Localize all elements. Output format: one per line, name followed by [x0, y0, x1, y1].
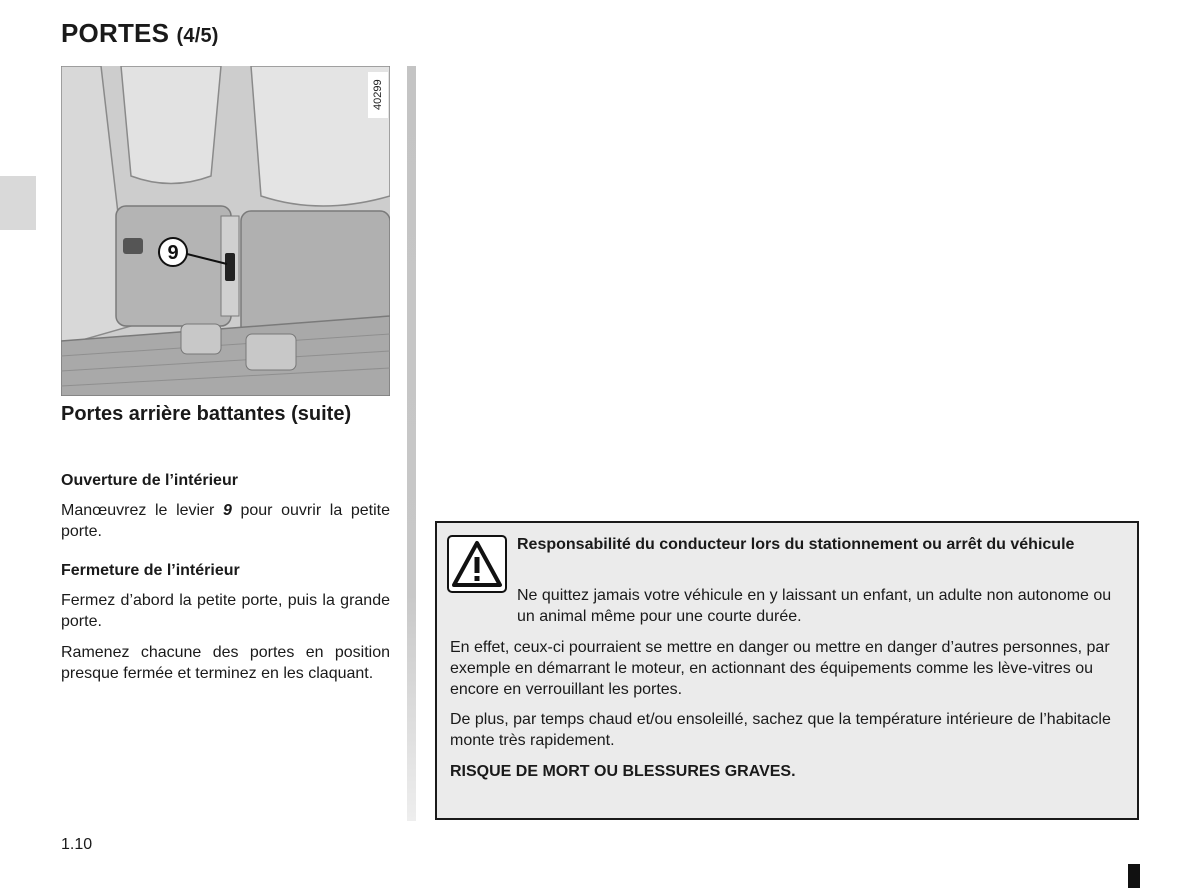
door-drawing: [61, 66, 390, 396]
column-divider: [407, 66, 416, 821]
opening-heading: Ouverture de l’intérieur: [61, 472, 238, 489]
page-edge-marker: [1128, 864, 1140, 888]
warning-box: [435, 521, 1139, 820]
warning-paragraph-1: Ne quittez jamais votre véhicule en y laissant un enfant, un adulte non autonome ou un animal même pour une courte durée.: [517, 587, 1112, 625]
closing-heading: Fermeture de l’intérieur: [61, 562, 240, 579]
warning-heading: Responsabilité du conducteur lors du stationnement ou arrêt du véhicule: [517, 536, 1075, 553]
opening-text-start: Manœuvrez le levier: [61, 502, 223, 519]
closing-text-2: Ramenez chacune des portes en position presque fermée et terminez en les claquant.: [61, 644, 390, 682]
warning-paragraph-3: De plus, par temps chaud et/ou ensoleillé, sachez que la température intérieure de l’habitacle monte très rapidement.: [450, 711, 1111, 749]
rear-door-illustration: [61, 66, 390, 396]
warning-paragraph-2: En effet, ceux-ci pourraient se mettre en danger ou mettre en danger d’autres personnes, par exemple en démarrant le moteur, en actionnant des équipements comme les lève-vitres ou encore en verrouillant les portes.: [450, 639, 1110, 698]
page-number: 1.10: [61, 836, 93, 853]
opening-text: [61, 500, 390, 542]
title-text: PORTES: [61, 18, 170, 48]
lever-reference: 9: [222, 502, 232, 519]
warning-triangle-icon: [447, 535, 507, 593]
figure-reference-code: 40299: [368, 72, 388, 118]
warning-paragraph-4: RISQUE DE MORT OU BLESSURES GRAVES.: [450, 763, 796, 780]
closing-text-1: Fermez d’abord la petite porte, puis la grande porte.: [61, 592, 390, 630]
section-title: Portes arrière battantes (suite): [61, 403, 352, 425]
chapter-tab: [0, 176, 36, 230]
title-page-count: (4/5): [176, 25, 219, 47]
opening-text-end: pour ouvrir la petite porte.: [61, 502, 390, 540]
page-title: [61, 18, 219, 49]
callout-number: 9: [167, 242, 179, 264]
